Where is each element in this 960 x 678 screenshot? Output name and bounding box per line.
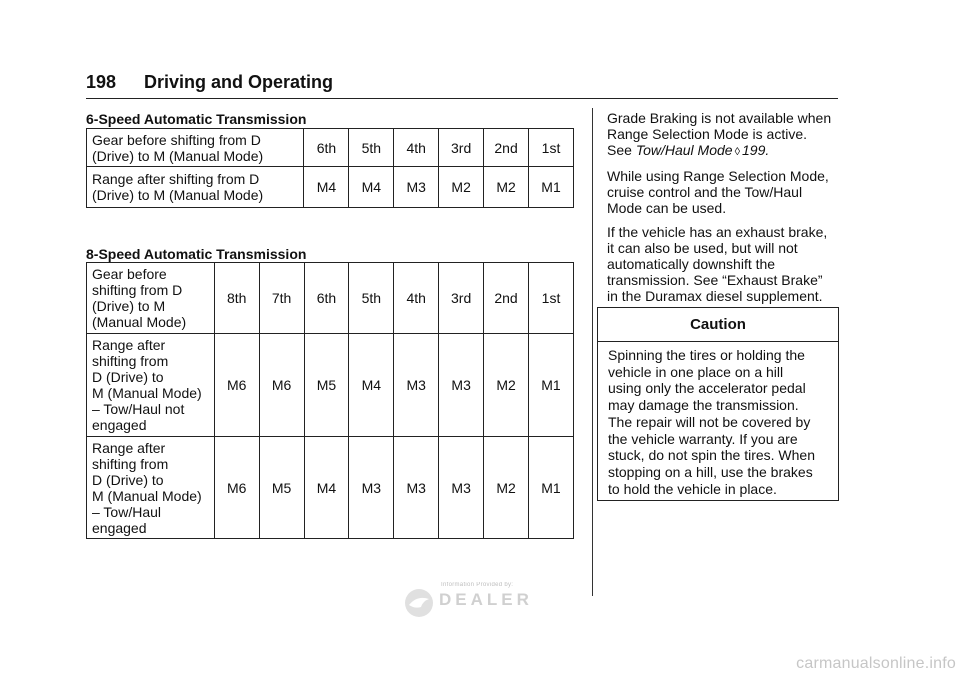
table-row — [87, 437, 574, 539]
cell: 7th — [259, 263, 304, 334]
cell: M6 — [259, 334, 304, 437]
cell: 8th — [214, 263, 259, 334]
cell: M1 — [529, 167, 574, 208]
cell: M2 — [484, 437, 529, 539]
row-label: Range after shifting from D (Drive) to M (Manual Mode) – Tow/Haul not engaged — [87, 334, 215, 437]
dealer-watermark — [403, 582, 551, 624]
cell: M5 — [304, 334, 349, 437]
link-tow-haul-mode[interactable]: Tow/Haul Mode — [635, 142, 733, 158]
cell: 4th — [394, 263, 439, 334]
paragraph-range-selection: While using Range Selection Mode, cruise control and the Tow/Haul Mode can be used. — [607, 168, 829, 216]
cell: 3rd — [439, 129, 484, 167]
cell: M4 — [304, 437, 349, 539]
cell: 4th — [394, 129, 439, 167]
right-column — [607, 110, 843, 312]
page-header — [86, 70, 838, 99]
dealer-logo-icon — [403, 587, 435, 619]
cell: M3 — [394, 167, 439, 208]
watermark-caption: Information Provided by: — [441, 582, 514, 588]
cell: M3 — [439, 437, 484, 539]
row-label: Gear before shifting from D (Drive) to M (Manual Mode) — [87, 129, 304, 167]
table-row — [87, 334, 574, 437]
cell: M3 — [394, 334, 439, 437]
row-label: Range after shifting from D (Drive) to M (Manual Mode) — [87, 167, 304, 208]
table-row — [87, 167, 574, 208]
cell: 5th — [349, 263, 394, 334]
cell: 6th — [304, 129, 349, 167]
cell: M2 — [439, 167, 484, 208]
paragraph-grade-braking: Grade Braking is not available when Range Selection Mode is active. See Tow/Haul Mode ◊ 199. — [607, 110, 832, 158]
cell: 2nd — [484, 263, 529, 334]
page-ref-number[interactable]: 199 — [742, 142, 766, 158]
cell: M5 — [259, 437, 304, 539]
page-number: 198 — [86, 72, 117, 92]
section-title: Driving and Operating — [144, 72, 334, 92]
cell: M3 — [394, 437, 439, 539]
row-label: Gear before shifting from D (Drive) to M (Manual Mode) — [87, 263, 215, 334]
page-ref-icon: ◊ — [734, 146, 741, 158]
cell: M3 — [439, 334, 484, 437]
cell: 6th — [304, 263, 349, 334]
cell: M4 — [304, 167, 349, 208]
table-row — [87, 263, 574, 334]
cell: 3rd — [439, 263, 484, 334]
caution-box — [597, 307, 839, 501]
table-row — [87, 129, 574, 167]
caution-heading: Caution — [598, 308, 838, 342]
watermark-brand: DEALER — [439, 590, 533, 609]
cell: M6 — [214, 334, 259, 437]
cell: M1 — [529, 334, 574, 437]
cell: M1 — [529, 437, 574, 539]
cell: 1st — [529, 263, 574, 334]
paragraph-exhaust-brake: If the vehicle has an exhaust brake, it can also be used, but will not automatically downshift the transmission. See “Exhaust Brake” in the Duramax diesel supplement. — [607, 224, 828, 304]
table-6speed — [86, 128, 574, 208]
cell: M6 — [214, 437, 259, 539]
cell: 1st — [529, 129, 574, 167]
table-8speed-title: 8-Speed Automatic Transmission — [86, 246, 307, 262]
cell: M3 — [349, 437, 394, 539]
cell: M4 — [349, 167, 394, 208]
cell: M2 — [484, 334, 529, 437]
cell: 2nd — [484, 129, 529, 167]
caution-text: Spinning the tires or holding the vehicle in one place on a hill using only the accelerator pedal may damage the transmission. The repair will not be covered by the vehicle warranty. If you are stuck, do not spin the tires. When stopping on a hill, use the brakes to hold the vehicle in place. — [608, 347, 815, 497]
table-8speed — [86, 262, 574, 539]
table-6speed-title: 6-Speed Automatic Transmission — [86, 111, 307, 127]
row-label: Range after shifting from D (Drive) to M (Manual Mode) – Tow/Haul engaged — [87, 437, 215, 539]
column-divider — [592, 108, 593, 596]
cell: 5th — [349, 129, 394, 167]
site-footer: carmanualsonline.info — [796, 655, 956, 672]
cell: M2 — [484, 167, 529, 208]
cell: M4 — [349, 334, 394, 437]
